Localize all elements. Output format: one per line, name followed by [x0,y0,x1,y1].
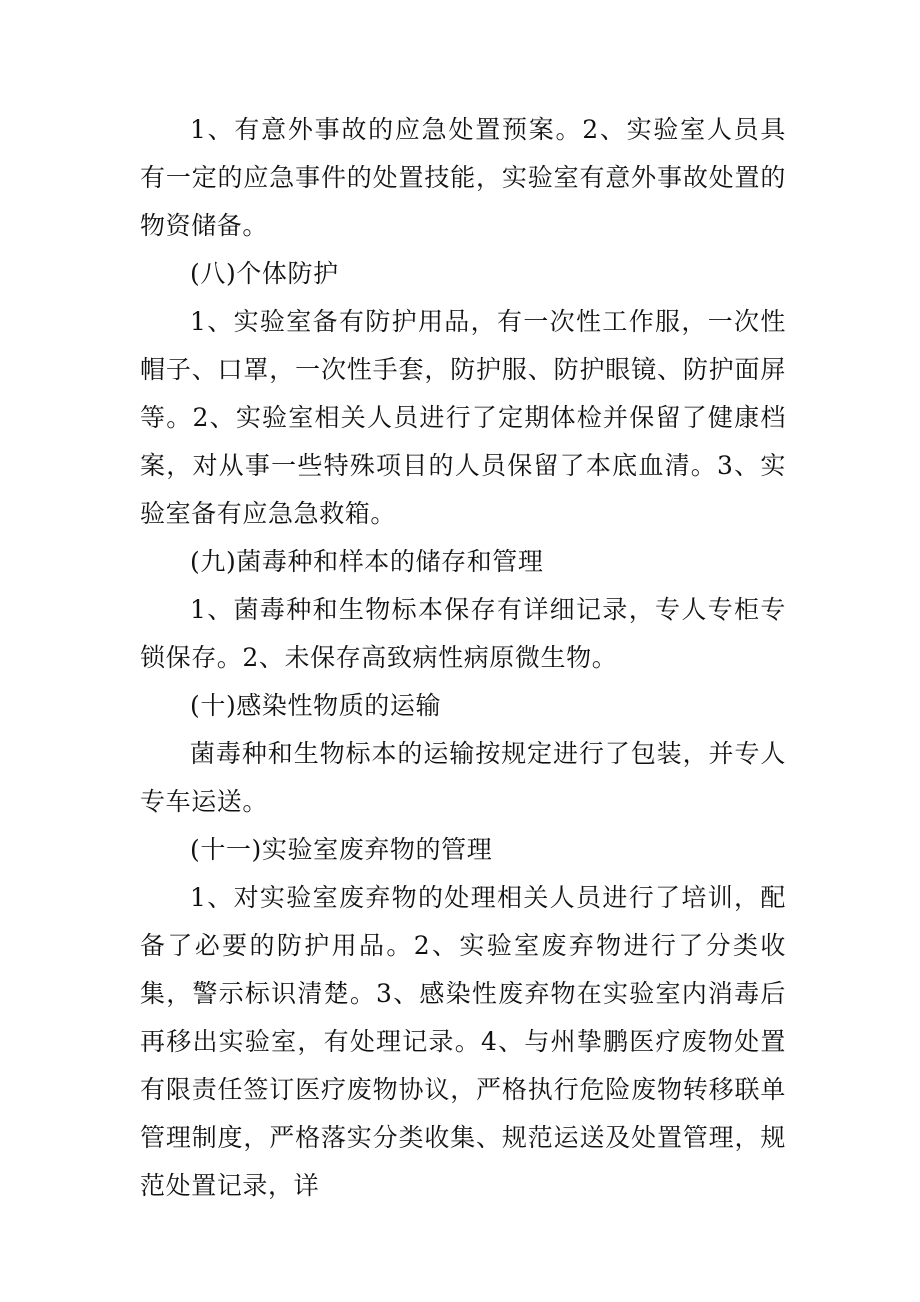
paragraph-emergency-plan: 1、有意外事故的应急处置预案。2、实验室人员具有一定的应急事件的处置技能，实验室有意外事故处置的物资储备。 [140,115,786,240]
paragraph-waste-management: 1、对实验室废弃物的处理相关人员进行了培训，配备了必要的防护用品。2、实验室废弃物进行了分类收集，警示标识清楚。3、感染性废弃物在实验室内消毒后再移出实验室，有处理记录。4、与州挚鹏医疗废物处置有限责任签订医疗废物协议，严格执行危险废物转移联单管理制度，严格落实分类收集、规范运送及处置管理，规范处置记录，详 [140,883,786,1200]
paragraph-strain-storage: 1、菌毒种和生物标本保存有详细记录，专人专柜专锁保存。2、未保存高致病性病原微生物。 [140,595,786,672]
heading-strain-storage: (九)菌毒种和样本的储存和管理 [190,547,544,576]
document-body [140,106,786,1210]
heading-personal-protection: (八)个体防护 [190,259,339,288]
heading-infectious-transport: (十)感染性物质的运输 [190,691,442,720]
paragraph-infectious-transport: 菌毒种和生物标本的运输按规定进行了包装，并专人专车运送。 [140,739,786,816]
heading-waste-management: (十一)实验室废弃物的管理 [190,835,493,864]
paragraph-protective-equipment: 1、实验室备有防护用品，有一次性工作服，一次性帽子、口罩，一次性手套，防护服、防护眼镜、防护面屏等。2、实验室相关人员进行了定期体检并保留了健康档案，对从事一些特殊项目的人员保留了本底血清。3、实验室备有应急急救箱。 [140,307,786,528]
